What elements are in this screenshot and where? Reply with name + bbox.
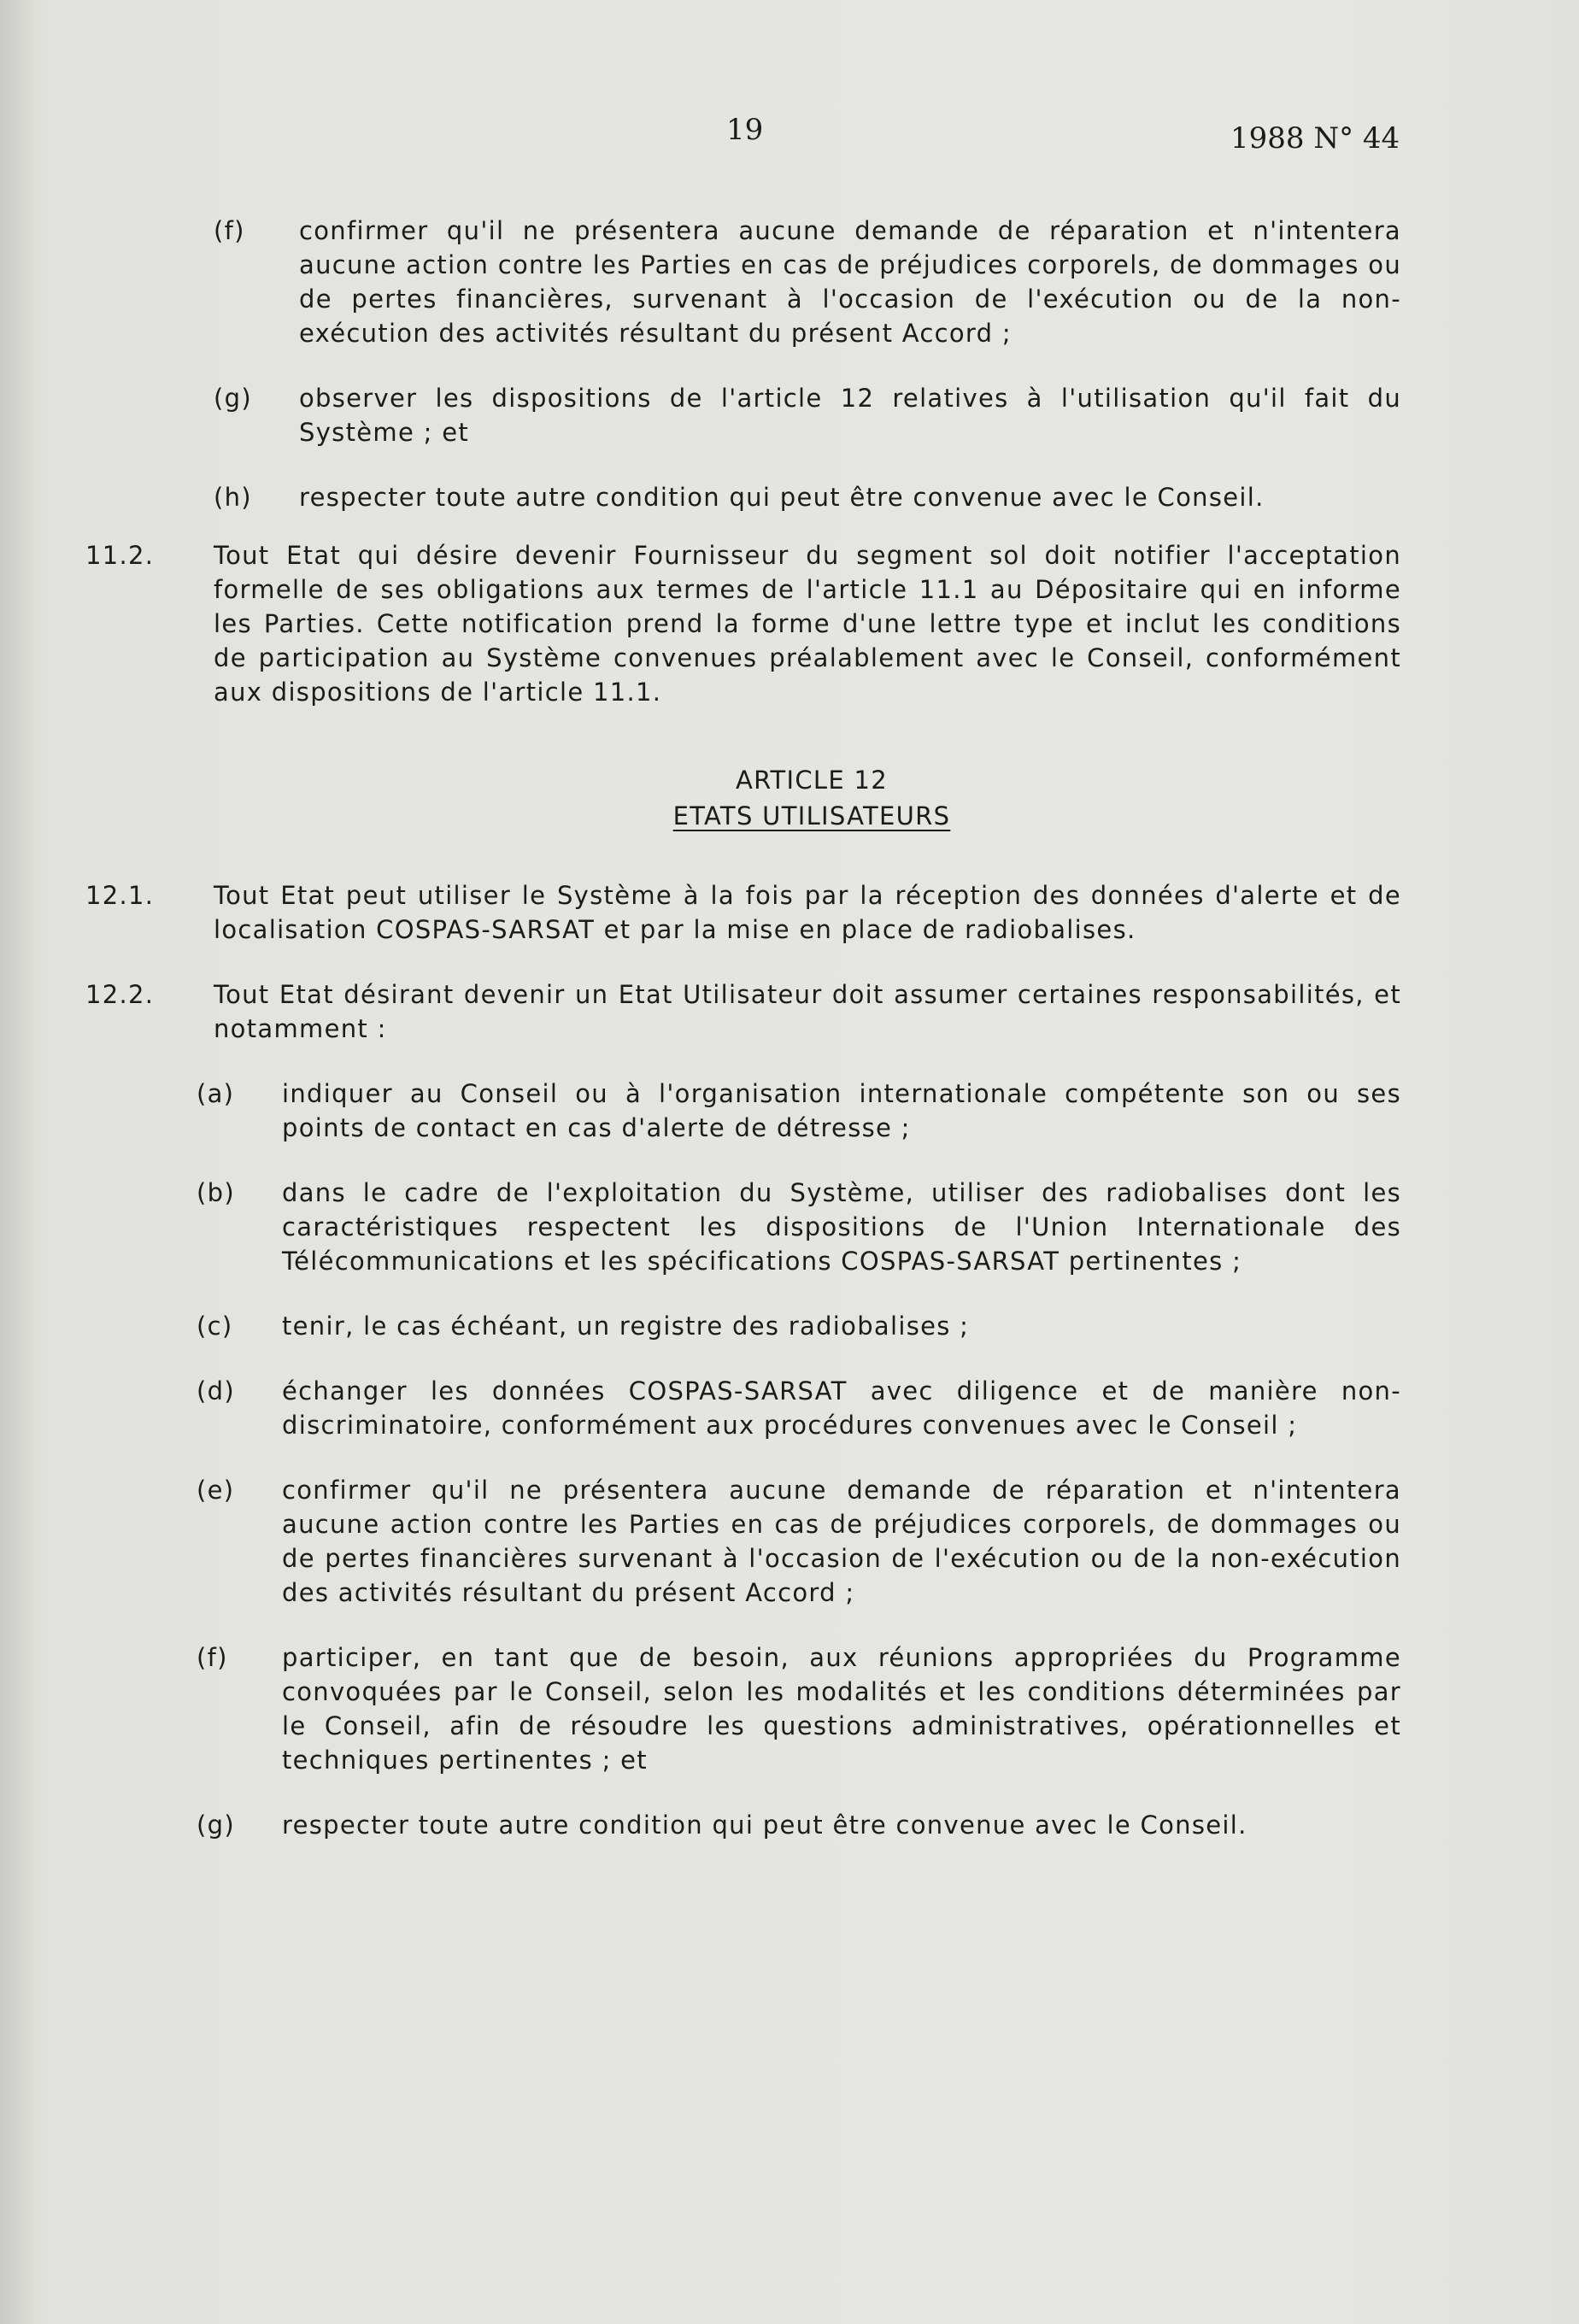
list-item: [85, 214, 1401, 350]
paragraph-text: Tout Etat peut utiliser le Système à la fois par la réception des données d'alerte et de localisation COSPAS-SARSAT et par la mise en place de radiobalises.: [214, 881, 1401, 944]
item-label: (h): [214, 483, 252, 512]
article-number: ARTICLE 12: [736, 766, 888, 795]
list-item: [85, 1077, 1401, 1145]
paragraph-number: 11.2.: [85, 541, 155, 570]
item-label: (f): [214, 216, 245, 245]
paragraph-11-2: [85, 538, 1401, 709]
list-item: [85, 1374, 1401, 1442]
paragraph-number: 12.1.: [85, 881, 155, 910]
item-text: tenir, le cas échéant, un registre des radiobalises ;: [282, 1312, 970, 1341]
list-item: [85, 1176, 1401, 1278]
list-item: [85, 1309, 1401, 1343]
item-text: indiquer au Conseil ou à l'organisation internationale compétente son ou ses points de contact en cas d'alerte de détresse ;: [282, 1079, 1401, 1142]
item-text: observer les dispositions de l'article 12 relatives à l'utilisation qu'il fait du Système ; et: [299, 384, 1401, 447]
paragraph-text: Tout Etat qui désire devenir Fournisseur du segment sol doit notifier l'acceptation formelle de ses obligations aux termes de l'article 11.1 au Dépositaire qui en informe les Parties. Cette notification prend la forme d'une lettre type et inclut les conditions de participation au Système convenues préalablement avec le Conseil, conformément aux dispositions de l'article 11.1.: [214, 541, 1401, 707]
page-number: 19: [726, 113, 764, 147]
item-label: (b): [197, 1178, 235, 1207]
item-label: (f): [197, 1643, 228, 1672]
item-text: respecter toute autre condition qui peut être convenue avec le Conseil.: [282, 1810, 1247, 1840]
item-label: (e): [197, 1476, 235, 1505]
list-item: [85, 1808, 1401, 1842]
item-label: (d): [197, 1376, 235, 1406]
list-item: [85, 1473, 1401, 1610]
document-reference: 1988 N° 44: [1230, 121, 1400, 156]
item-text: échanger les données COSPAS-SARSAT avec diligence et de manière non-discriminatoire, conformément aux procédures convenues avec le Conseil ;: [282, 1376, 1401, 1440]
item-label: (a): [197, 1079, 235, 1108]
paragraph-12-1: [85, 878, 1401, 947]
list-item: [85, 381, 1401, 449]
item-text: respecter toute autre condition qui peut être convenue avec le Conseil.: [299, 483, 1265, 512]
item-text: dans le cadre de l'exploitation du Système, utiliser des radiobalises dont les caractéristiques respectent les dispositions de l'Union Internationale des Télécommunications et les spécifications COSPAS-SARSAT pertinentes ;: [282, 1178, 1401, 1276]
paragraph-number: 12.2.: [85, 980, 155, 1009]
item-label: (g): [214, 384, 252, 413]
item-label: (g): [197, 1810, 235, 1840]
paragraph-12-2: [85, 977, 1401, 1046]
item-label: (c): [197, 1312, 233, 1341]
list-item: [85, 1640, 1401, 1777]
article-heading: [85, 762, 1401, 834]
list-item: [85, 480, 1401, 514]
item-text: confirmer qu'il ne présentera aucune demande de réparation et n'intentera aucune action contre les Parties en cas de préjudices corporels, de dommages ou de pertes financières, survenant à l'occasion de l'exécution ou de la non-exécution des activités résultant du présent Accord ;: [299, 216, 1401, 348]
item-text: confirmer qu'il ne présentera aucune demande de réparation et n'intentera aucune action contre les Parties en cas de préjudices corporels, de dommages ou de pertes financières survenant à l'occasion de l'exécution ou de la non-exécution des activités résultant du présent Accord ;: [282, 1476, 1401, 1607]
paragraph-text: Tout Etat désirant devenir un Etat Utilisateur doit assumer certaines responsabilités, et notamment :: [214, 980, 1401, 1043]
item-text: participer, en tant que de besoin, aux réunions appropriées du Programme convoquées par le Conseil, selon les modalités et les conditions déterminées par le Conseil, afin de résoudre les questions administratives, opérationnelles et techniques pertinentes ; et: [282, 1643, 1401, 1775]
article-title: ETATS UTILISATEURS: [672, 801, 951, 830]
document-body: [85, 214, 1401, 1842]
